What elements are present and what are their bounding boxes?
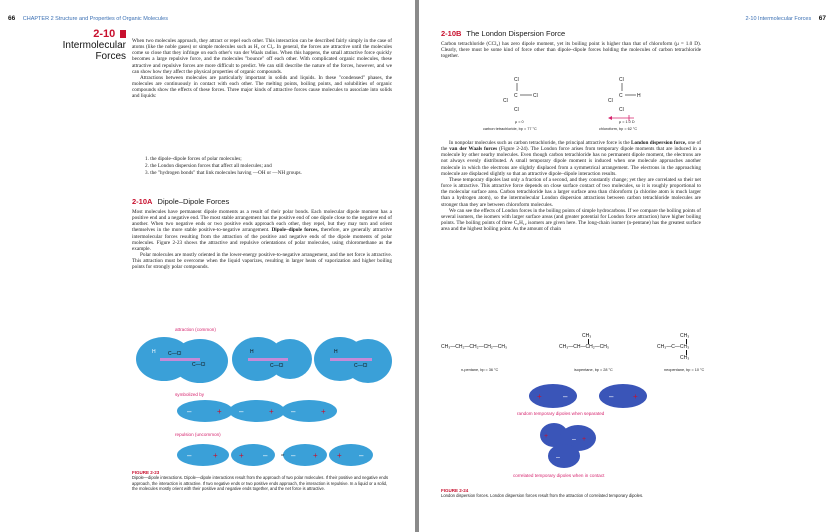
subsection-number: 2-10A [132,197,153,206]
chloromethane-pair-3 [314,337,392,383]
dipole-para-1a: Most molecules have permanent dipole moments as a result of their polar bonds. Each molecular dipole moment has a positive end and a negative end. The most stable arrangement has the positive end of one dipole close to the negative end of another. When two negative ends or two positive ends approach each other, they repel, but they may turn and orient themselves in the more stable positive-to-negative arrangement. [132,209,392,234]
intro-paragraph: When two molecules approach, they attract or repel each other. This interaction can be described fairly simply in the case of atoms (like the noble gases) or simple molecules such as H₂ or Cl₂. In general, the forces are attractive until the molecules come so close that they infringe on each other's van der Waals radius. When this happens, the small attractive force quickly becomes a large repulsive force, and the molecules "bounce" off each other. With complicated organic molecules, these attractive and repulsive forces are more difficult to predict. We can still describe the nature of the forces, however, and we can show how they affect the physical properties of organic compounds. [132,38,392,75]
right-page [419,0,834,532]
ccl4-structure [503,77,538,113]
list-item: 1. the dipole–dipole forces of polar molecules; [145,156,242,162]
left-page-number: 66 [8,15,16,22]
svg-text:–: – [263,451,268,460]
subsection-heading-2-10A [132,197,229,206]
section-number: 2-10 [93,28,116,40]
right-header-text: 2-10 Intermolecular Forces [745,16,812,22]
svg-text:–: – [609,392,614,401]
svg-text:+: + [213,451,218,460]
svg-text:–: – [572,436,576,443]
svg-text:+: + [269,407,274,416]
figure-2-23-caption: Dipole—dipole interactions. Dipole—dipole interactions result from the approach of two polar molecules. If their positive and negative ends approach, the interaction is attractive. If two negative ends or two positive ends approach, the interaction is repulsive. In a liquid or a solid, the molecules mostly orient with their positive and negative ends together, and the net force is attractive. [132,475,389,492]
svg-text:C—Cl: C—Cl [192,362,206,368]
svg-text:Cl: Cl [619,107,624,113]
attraction-molecules-figure [130,333,395,387]
svg-text:C—Cl: C—Cl [354,363,368,369]
correlated-dipoles-label: correlated temporary dipoles when in contact [513,473,605,478]
forces-list [145,156,395,177]
svg-text:H: H [250,349,254,355]
chcl3-caption: chloroform, bp = 62 °C [599,127,638,131]
ccl4-caption: carbon tetrachloride, bp = 77 °C [483,127,537,131]
left-header-text: CHAPTER 2 Structure and Properties of Organic Molecules [22,16,168,22]
isopentane-caption: isopentane, bp = 28 °C [574,368,613,372]
svg-text:+: + [582,436,587,443]
svg-text:Cl: Cl [503,98,508,104]
svg-text:+: + [633,392,638,401]
list-item: 3. the "hydrogen bonds" that link molecules having —OH or —NH groups. [145,170,302,176]
list-item: 2. the London dispersion forces that affect all molecules; and [145,163,272,169]
figure-2-24-title: FIGURE 2-24 [441,488,469,493]
repulsion-label: repulsion (uncommon) [175,432,221,437]
isopentane-branch: CH₃ [582,333,592,339]
figure-2-24-caption-block [441,488,701,499]
svg-text:+: + [217,407,222,416]
left-page [0,0,415,532]
svg-text:C—Cl: C—Cl [270,363,284,369]
london-intro-text [441,41,701,59]
london-para-2b: (Figure 2-24). The London force arises from temporary dipole moments that are induced in a molecule by other nearby molecules. Even though carbon tetrachloride has no permanent dipole moment, the electrons are not always evenly distributed. A small temporary dipole moment is induced when one molecule approaches another molecule in which the electrons are slightly displaced from a symmetrical arrangement. The electrons in the approaching molecule are displaced slightly so that an attractive dipole–dipole interaction results. [441,146,702,177]
london-term: London dispersion force, [631,140,687,146]
london-para-4: We can see the effects of London forces in the boiling points of simple hydrocarbons. If we compare the boiling points of several isomers, the isomers with larger surface areas (and greater potential for London force attraction) have higher boiling points. The boiling points of three C₅H₁₂ isomers are given here. The long-chain isomer (n-pentane) has the greatest surface area and the highest boiling point. As the amount of chain [441,207,701,233]
section-title-line1: Intermolecular [62,40,126,51]
svg-text:+: + [239,451,244,460]
svg-text:+: + [537,392,542,401]
figure-2-24-caption: London dispersion forces. London dispersion forces result from the attraction of correlated temporary dipoles. [441,493,644,498]
subsection-heading-2-10B [441,29,565,38]
svg-text:Cl: Cl [608,98,613,104]
svg-text:C: C [514,93,518,99]
london-para-2mid: one of the [441,140,701,153]
chloromethane-pair-2 [232,337,312,381]
dipole-term: Dipole–dipole forces, [271,227,319,234]
symbolized-label: symbolized by [175,392,205,397]
intro-text [132,38,392,100]
svg-text:C: C [619,93,623,99]
dipole-symbols-figure [175,396,375,426]
svg-text:+: + [313,451,318,460]
svg-text:Cl: Cl [533,93,538,99]
right-running-header [746,15,827,22]
attraction-label: attraction (common) [175,327,216,332]
random-dipoles-figure [511,380,671,412]
neopentane-formula: CH₃—C—CH₃ [657,344,690,350]
london-para-3: These temporary dipoles last only a fraction of a second, and they constantly change; yet they are correlated so their net force is attractive. This attractive force depends on close surface contact of two molecules, so it is roughly proportional to the molecular surface area. Carbon tetrachloride has a larger surface area than chloroform (a chlorine atom is much larger than a hydrogen atom), so the intermolecular London dispersion attractions between carbon tetrachloride molecules are stronger than they are between chloroform molecules. [441,176,701,208]
svg-text:–: – [359,451,364,460]
chcl3-structure [608,77,641,121]
svg-text:+: + [337,451,342,460]
svg-text:–: – [187,407,192,416]
chcl3-dipole: μ = 1.0 D [619,120,635,124]
right-page-number: 67 [818,15,826,22]
svg-text:–: – [563,392,568,401]
left-running-header [8,15,168,22]
london-para-1: Carbon tetrachloride (CCl₄) has zero dipole moment, yet its boiling point is higher than that of chloroform (μ = 1.0 D). Clearly, there must be some kind of force other than dipole–dipole forces holding the molecules of carbon tetrachloride together. [441,41,701,60]
intro-paragraph-2: Attractions between molecules are particularly important in solids and liquids. In these "condensed" phases, the molecules are continuously in contact with each other. The melting points, boiling points, and solubilities of organic compounds show the effects of these forces. Three major kinds of attractive forces cause molecules to associate into solids and liquids: [132,74,392,100]
vdw-term: van der Waals forces [449,146,498,153]
n-pentane-caption: n-pentane, bp = 36 °C [461,368,499,372]
neopentane-branch-top: CH₃ [680,333,690,339]
svg-text:H: H [334,349,338,355]
svg-text:Cl: Cl [514,77,519,83]
london-para-2a: In nonpolar molecules such as carbon tetrachloride, the principal attractive force is the [449,140,632,146]
section-title-line2: Forces [95,51,126,62]
isopentane-formula: CH₃—CH—CH₂—CH₃ [559,344,609,350]
svg-text:C—Cl: C—Cl [168,351,182,357]
svg-text:H: H [152,349,156,355]
svg-text:–: – [239,407,244,416]
ccl4-dipole: μ = 0 [515,120,524,124]
dipole-text [132,209,392,271]
subsection-title: The London Dispersion Force [466,29,566,38]
svg-text:+: + [544,433,549,440]
figure-2-23-title: FIGURE 2-23 [132,470,160,475]
dipole-para-1b: therefore, are generally attractive intermolecular forces resulting from the attraction of the positive and negative ends of the dipole moments of polar molecules. Figure 2-23 shows the attractive and repulsive orientations of polar molecules, using chloromethane as the example. [132,227,392,252]
svg-text:–: – [291,451,296,460]
correlated-dipoles-figure [534,420,604,472]
or-text: or [281,453,285,457]
neopentane-caption: neopentane, bp = 10 °C [664,368,705,372]
svg-text:–: – [291,407,296,416]
svg-text:+: + [321,407,326,416]
chloromethane-pair-1 [136,337,228,383]
svg-text:H: H [637,93,641,99]
svg-text:Cl: Cl [619,77,624,83]
neopentane-branch-bottom: CH₃ [680,355,690,361]
subsection-number: 2-10B [441,29,462,38]
section-heading [8,28,126,62]
svg-text:–: – [556,454,560,461]
section-marker [120,30,126,38]
repulsion-symbols-figure [175,440,375,470]
svg-text:–: – [187,451,192,460]
london-body-text [441,140,701,232]
n-pentane-formula: CH₃—CH₂—CH₂—CH₂—CH₃ [441,344,508,350]
random-dipoles-label: random temporary dipoles when separated [517,411,605,416]
dipole-para-2: Polar molecules are mostly oriented in the lower-energy positive-to-negative arrangement, and the net force is attractive. This attraction must be overcome when the liquid vaporizes, resulting in larger heats of vaporization and higher boiling points for strongly polar compounds. [132,252,392,271]
subsection-title: Dipole–Dipole Forces [157,197,230,206]
figure-2-23-caption-block [132,470,392,492]
svg-text:Cl: Cl [514,107,519,113]
